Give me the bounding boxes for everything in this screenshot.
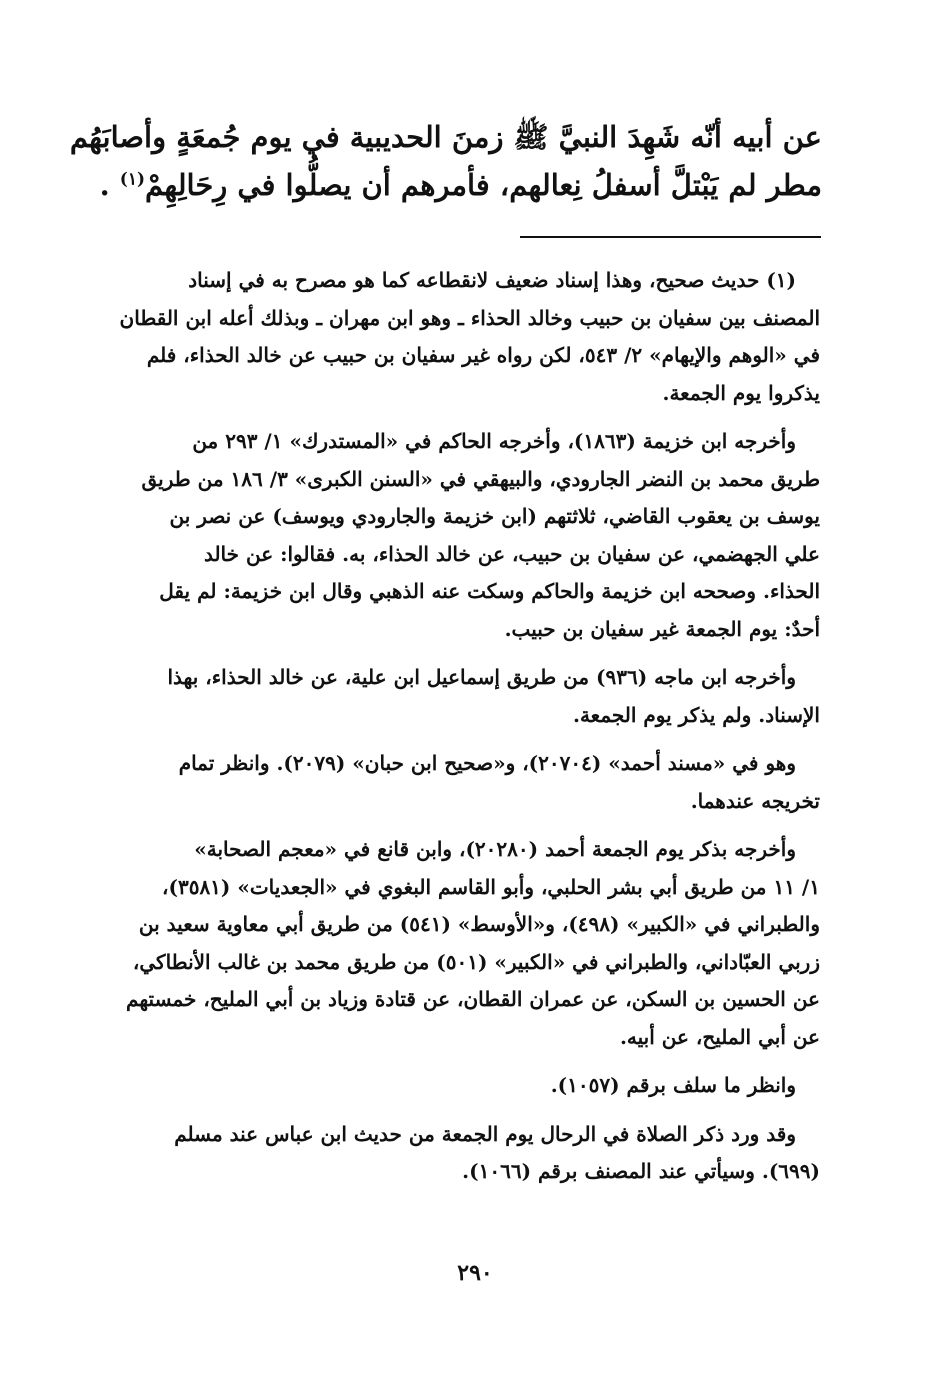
footnote-paragraph: [104, 659, 820, 734]
footnote-separator: [520, 236, 821, 238]
page-number: ٢٩٠: [457, 1260, 493, 1286]
footnote-line: عن الحسين بن السكن، عن عمران القطان، عن قتادة وزياد بن أبي المليح، خمستهم: [126, 987, 820, 1011]
footnote-line: المصنف بين سفيان بن حبيب وخالد الحذاء ـ وهو ابن مهران ـ وبذلك أعله ابن القطان: [119, 305, 820, 330]
footnote-paragraph: [104, 1067, 820, 1105]
hadith-line: [100, 161, 822, 209]
footnote-line: (١) حديث صحيح، وهذا إسناد ضعيف لانقطاعه كما هو مصرح به في إسناد: [188, 268, 796, 292]
footnote-line: في «الوهم والإيهام» ٢/ ٥٤٣، لكن رواه غير سفيان بن حبيب عن خالد الحذاء، فلم: [146, 343, 820, 367]
hadith-text: [69, 113, 822, 209]
footnote-paragraph: [104, 1116, 820, 1191]
footnote-line: ١/ ١١ من طريق أبي بشر الحلبي، وأبو القاسم البغوي في «الجعديات» (٣٥٨١)،: [162, 874, 820, 899]
footnote-paragraph: [104, 423, 820, 648]
footnote-line: أحدٌ: يوم الجمعة غير سفيان بن حبيب.: [504, 616, 820, 641]
footnote-line: وانظر ما سلف برقم (١٠٥٧).: [550, 1073, 796, 1097]
footnote-line: زربي العبّاداني، والطبراني في «الكبير» (٥٠١) من طريق محمد بن غالب الأنطاكي،: [132, 949, 820, 974]
footnote-line: علي الجهضمي، عن سفيان بن حبيب، عن خالد الحذاء، به. فقالوا: عن خالد: [203, 541, 820, 566]
footnote-line: عن أبي المليح، عن أبيه.: [619, 1024, 820, 1049]
footnote-line: تخريجه عندهما.: [690, 788, 820, 813]
footnote-paragraph: [104, 831, 820, 1056]
footnote-line: يذكروا يوم الجمعة.: [662, 380, 820, 405]
footnote-line: وأخرجه ابن خزيمة (١٨٦٣)، وأخرجه الحاكم في «المستدرك» ١/ ٢٩٣ من: [192, 429, 796, 453]
end-mark: .: [99, 168, 110, 202]
footnote-reference: (١): [119, 169, 146, 190]
footnote-line: طريق محمد بن النضر الجارودي، والبيهقي في «السنن الكبرى» ٣/ ١٨٦ من طريق: [141, 466, 820, 491]
footnote-line: والطبراني في «الكبير» (٤٩٨)، و«الأوسط» (٥٤١) من طريق أبي معاوية سعيد بن: [138, 912, 820, 936]
footnote-line: يوسف بن يعقوب القاضي، ثلاثتهم (ابن خزيمة والجارودي ويوسف) عن نصر بن: [169, 504, 820, 528]
footnote-line: وهو في «مسند أحمد» (٢٠٧٠٤)، و«صحيح ابن حبان» (٢٠٧٩). وانظر تمام: [178, 751, 796, 775]
footnotes: [104, 262, 820, 1202]
footnote-line: (٦٩٩). وسيأتي عند المصنف برقم (١٠٦٦).: [462, 1159, 820, 1183]
footnote-paragraph: [104, 262, 820, 412]
footnote-line: وأخرجه بذكر يوم الجمعة أحمد (٢٠٢٨٠)، وابن قانع في «معجم الصحابة»: [194, 837, 796, 861]
footnote-line: الحذاء. وصححه ابن خزيمة والحاكم وسكت عنه الذهبي وقال ابن خزيمة: لم يقل: [159, 579, 820, 603]
hadith-line-text: مطر لم يَبْتلَّ أسفلُ نِعالهم، فأمرهم أن يصلُّوا في رِحَالِهِمْ: [145, 168, 822, 202]
footnote-line: وقد ورد ذكر الصلاة في الرحال يوم الجمعة من حديث ابن عباس عند مسلم: [174, 1121, 796, 1146]
hadith-line: عن أبيه أنّه شَهِدَ النبيَّ ﷺ زمنَ الحديبية في يوم جُمعَةٍ وأصابَهُم: [69, 120, 822, 154]
footnote-line: وأخرجه ابن ماجه (٩٣٦) من طريق إسماعيل ابن علية، عن خالد الحذاء، بهذا: [167, 665, 796, 689]
footnote-line: الإسناد. ولم يذكر يوم الجمعة.: [573, 702, 820, 727]
footnote-paragraph: [104, 745, 820, 820]
